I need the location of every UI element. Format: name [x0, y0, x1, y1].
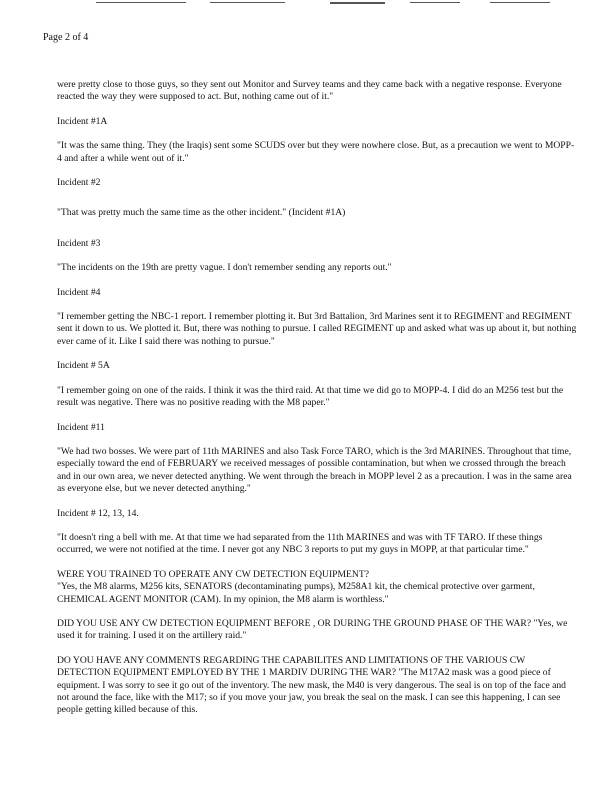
page-number: Page 2 of 4	[43, 32, 89, 43]
quote-incident-12-14: "It doesn't ring a bell with me. At that time we had separated from the 11th MARINES and was with TF TARO. If these things occurred, we were not notified at the time. I never got any NBC 3 reports to put my guys in MOPP, at that particular time."	[57, 531, 543, 556]
question-answer-usage: DID YOU USE ANY CW DETECTION EQUIPMENT BEFORE , OR DURING THE GROUND PHASE OF THE WAR? "Yes, we used it for training. I used it on the artillery raid."	[57, 617, 568, 642]
quote-incident-1a: "It was the same thing. They (the Iraqis) sent some SCUDS over but they were nowhere close. But, as a precaution we went to MOPP-4 and after a while went out of it."	[57, 140, 575, 164]
incident-heading-1a: Incident #1A	[57, 115, 108, 127]
document-body	[57, 79, 577, 717]
scan-border-line	[96, 2, 186, 3]
incident-heading-11: Incident #11	[57, 421, 105, 433]
quote-incident-4: "I remember getting the NBC-1 report. I remember plotting it. But 3rd Battalion, 3rd Marines sent it to REGIMENT and REGIMENT sent it down to us. We plotted it. But, there was nothing to pursue. I called REGIMENT up and asked what was up about it, but nothing ever came of it. Like I said there was nothing to pursue."	[57, 311, 577, 347]
paragraph-continued: were pretty close to those guys, so they sent out Monitor and Survey teams and they came back with a negative response. Everyone reacted the way they were supposed to act. But, nothing came out of it."	[57, 79, 562, 103]
scan-border-line	[210, 2, 285, 3]
quote-incident-2: "That was pretty much the same time as the other incident." (Incident #1A)	[57, 207, 346, 219]
answer-training: "Yes, the M8 alarms, M256 kits, SENATORS (decontaminating pumps), M258A1 kit, the chemical protective over garment, CHEMICAL AGENT MONITOR (CAM). In my opinion, the M8 alarm is worthless."	[57, 581, 535, 605]
quote-incident-3: "The incidents on the 19th are pretty vague. I don't remember sending any reports out."	[57, 262, 392, 274]
scan-border-line	[490, 2, 550, 3]
quote-incident-5a: "I remember going on one of the raids. I think it was the third raid. At that time we did go to MOPP-4. I did do an M256 test but the result was negative. There was no positive reading with the M8 paper."	[57, 384, 564, 409]
incident-heading-4: Incident #4	[57, 286, 101, 298]
incident-heading-3: Incident #3	[57, 237, 101, 249]
incident-heading-5a: Incident # 5A	[57, 360, 110, 372]
incident-heading-12-14: Incident # 12, 13, 14.	[57, 507, 139, 519]
scan-border-line	[330, 2, 385, 4]
scan-border-line	[410, 2, 460, 3]
incident-heading-2: Incident #2	[57, 177, 101, 189]
quote-incident-11: "We had two bosses. We were part of 11th MARINES and also Task Force TARO, which is the 3rd MARINES. Throughout that time, especially toward the end of FEBRUARY we received messages of possible contamination, but when we crossed through the breach and in our own area, we never detected anything. We went through the breach in MOPP level 2 as a precaution. I was in the same area as everyone else, but we never detected anything."	[57, 445, 572, 495]
question-answer-capabilities: DO YOU HAVE ANY COMMENTS REGARDING THE CAPABILITES AND LIMITATIONS OF THE VARIOUS CW DETECTION EQUIPMENT EMPLOYED BY THE 1 MARDIV DURING THE WAR? "The M17A2 mask was a good piece of equipment. I was sorry to see it go out of the inventory. The new mask, the M40 is very dangerous. The seal is on top of the face and not around the face, like with the M17; so if you move your jaw, you break the seal on the mask. I can see this happening, I can see people getting killed because of this.	[57, 654, 566, 716]
question-training: WERE YOU TRAINED TO OPERATE ANY CW DETECTION EQUIPMENT?	[57, 568, 369, 580]
